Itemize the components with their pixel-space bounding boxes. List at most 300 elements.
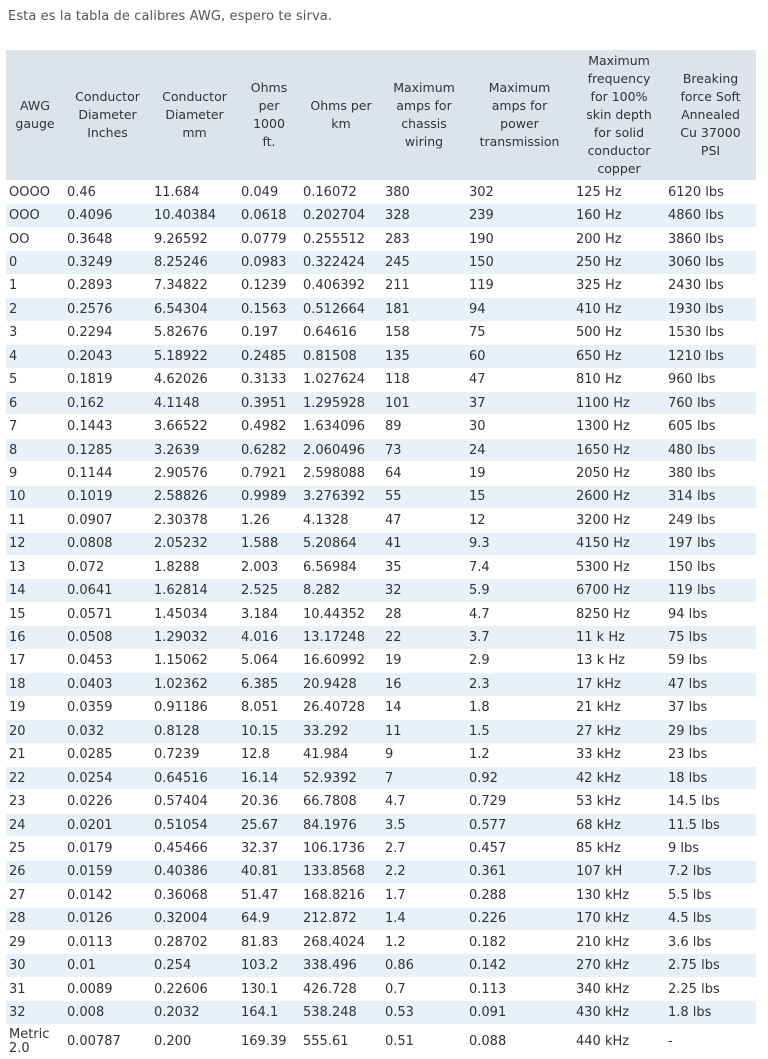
- cell-ohms-per-1000ft: 164.1: [238, 1001, 300, 1024]
- cell-max-amps-power: 60: [466, 345, 573, 368]
- cell-max-frequency: 650 Hz: [573, 345, 665, 368]
- cell-max-frequency: 21 kHz: [573, 696, 665, 719]
- cell-diameter-inches: 0.2893: [64, 274, 151, 297]
- cell-ohms-per-1000ft: 25.67: [238, 813, 300, 836]
- cell-max-frequency: 210 kHz: [573, 931, 665, 954]
- cell-max-amps-power: 0.142: [466, 954, 573, 977]
- cell-ohms-per-1000ft: 6.385: [238, 673, 300, 696]
- cell-max-amps-power: 1.2: [466, 743, 573, 766]
- cell-breaking-force: 249 lbs: [665, 509, 756, 532]
- cell-ohms-per-km: 0.322424: [300, 251, 382, 274]
- cell-max-frequency: 1300 Hz: [573, 415, 665, 438]
- cell-breaking-force: 2.75 lbs: [665, 954, 756, 977]
- cell-awg-gauge: 3: [6, 321, 64, 344]
- cell-ohms-per-km: 0.512664: [300, 298, 382, 321]
- cell-ohms-per-km: 33.292: [300, 720, 382, 743]
- cell-max-amps-power: 119: [466, 274, 573, 297]
- cell-diameter-mm: 5.18922: [151, 345, 238, 368]
- cell-max-amps-power: 1.8: [466, 696, 573, 719]
- cell-max-amps-power: 0.288: [466, 884, 573, 907]
- cell-diameter-mm: 1.45034: [151, 602, 238, 625]
- cell-max-amps-power: 1.5: [466, 720, 573, 743]
- cell-diameter-mm: 8.25246: [151, 251, 238, 274]
- cell-ohms-per-1000ft: 0.9989: [238, 485, 300, 508]
- cell-awg-gauge: 4: [6, 345, 64, 368]
- cell-breaking-force: 760 lbs: [665, 391, 756, 414]
- cell-ohms-per-1000ft: 0.1563: [238, 298, 300, 321]
- cell-breaking-force: 150 lbs: [665, 556, 756, 579]
- cell-ohms-per-1000ft: 32.37: [238, 837, 300, 860]
- cell-diameter-mm: 1.29032: [151, 626, 238, 649]
- cell-diameter-mm: 7.34822: [151, 274, 238, 297]
- cell-diameter-mm: 0.8128: [151, 720, 238, 743]
- table-row: [6, 766, 756, 789]
- cell-ohms-per-1000ft: 2.003: [238, 556, 300, 579]
- cell-diameter-inches: 0.0254: [64, 766, 151, 789]
- cell-diameter-mm: 0.36068: [151, 884, 238, 907]
- table-row: [6, 462, 756, 485]
- cell-max-frequency: 810 Hz: [573, 368, 665, 391]
- cell-diameter-inches: 0.0179: [64, 837, 151, 860]
- cell-ohms-per-km: 0.16072: [300, 181, 382, 204]
- cell-ohms-per-km: 8.282: [300, 579, 382, 602]
- cell-diameter-mm: 0.7239: [151, 743, 238, 766]
- cell-diameter-inches: 0.0201: [64, 813, 151, 836]
- cell-max-amps-power: 0.091: [466, 1001, 573, 1024]
- cell-max-amps-power: 0.088: [466, 1024, 573, 1059]
- cell-diameter-mm: 0.254: [151, 954, 238, 977]
- cell-breaking-force: 75 lbs: [665, 626, 756, 649]
- cell-max-amps-power: 0.113: [466, 977, 573, 1000]
- cell-max-frequency: 440 kHz: [573, 1024, 665, 1059]
- table-row: [6, 673, 756, 696]
- cell-breaking-force: 2430 lbs: [665, 274, 756, 297]
- cell-max-amps-power: 19: [466, 462, 573, 485]
- cell-ohms-per-km: 0.202704: [300, 204, 382, 227]
- cell-max-amps-chassis: 16: [382, 673, 466, 696]
- header-diameter-inches: Conductor Diameter Inches: [64, 50, 151, 181]
- cell-ohms-per-1000ft: 16.14: [238, 766, 300, 789]
- cell-ohms-per-km: 84.1976: [300, 813, 382, 836]
- cell-max-amps-chassis: 1.7: [382, 884, 466, 907]
- cell-ohms-per-km: 1.027624: [300, 368, 382, 391]
- cell-max-frequency: 1100 Hz: [573, 391, 665, 414]
- cell-diameter-inches: 0.0089: [64, 977, 151, 1000]
- cell-ohms-per-km: 426.728: [300, 977, 382, 1000]
- cell-max-amps-chassis: 2.2: [382, 860, 466, 883]
- cell-max-frequency: 53 kHz: [573, 790, 665, 813]
- cell-breaking-force: 197 lbs: [665, 532, 756, 555]
- cell-ohms-per-1000ft: 0.1239: [238, 274, 300, 297]
- table-row: [6, 1001, 756, 1024]
- cell-diameter-inches: 0.0126: [64, 907, 151, 930]
- cell-ohms-per-km: 4.1328: [300, 509, 382, 532]
- cell-max-amps-chassis: 89: [382, 415, 466, 438]
- cell-breaking-force: 18 lbs: [665, 766, 756, 789]
- cell-ohms-per-km: 16.60992: [300, 649, 382, 672]
- cell-diameter-mm: 5.82676: [151, 321, 238, 344]
- cell-diameter-mm: 0.22606: [151, 977, 238, 1000]
- table-row: [6, 813, 756, 836]
- header-ohms-per-1000ft: Ohms per 1000 ft.: [238, 50, 300, 181]
- cell-max-amps-chassis: 4.7: [382, 790, 466, 813]
- cell-diameter-mm: 4.1148: [151, 391, 238, 414]
- cell-diameter-mm: 9.26592: [151, 227, 238, 250]
- cell-max-amps-chassis: 3.5: [382, 813, 466, 836]
- cell-max-amps-chassis: 41: [382, 532, 466, 555]
- table-header: [6, 50, 756, 181]
- cell-diameter-inches: 0.0907: [64, 509, 151, 532]
- cell-ohms-per-1000ft: 2.525: [238, 579, 300, 602]
- cell-max-amps-chassis: 158: [382, 321, 466, 344]
- cell-ohms-per-1000ft: 0.049: [238, 181, 300, 204]
- cell-max-amps-chassis: 22: [382, 626, 466, 649]
- cell-ohms-per-km: 10.44352: [300, 602, 382, 625]
- cell-breaking-force: 14.5 lbs: [665, 790, 756, 813]
- cell-breaking-force: 380 lbs: [665, 462, 756, 485]
- cell-max-frequency: 8250 Hz: [573, 602, 665, 625]
- table-row: [6, 368, 756, 391]
- cell-diameter-inches: 0.0159: [64, 860, 151, 883]
- cell-max-amps-chassis: 0.86: [382, 954, 466, 977]
- cell-awg-gauge: 31: [6, 977, 64, 1000]
- cell-ohms-per-1000ft: 0.6282: [238, 438, 300, 461]
- cell-max-frequency: 68 kHz: [573, 813, 665, 836]
- cell-breaking-force: 11.5 lbs: [665, 813, 756, 836]
- cell-breaking-force: 4.5 lbs: [665, 907, 756, 930]
- cell-max-frequency: 325 Hz: [573, 274, 665, 297]
- cell-diameter-inches: 0.0285: [64, 743, 151, 766]
- cell-diameter-inches: 0.0113: [64, 931, 151, 954]
- table-row: [6, 743, 756, 766]
- cell-max-amps-power: 9.3: [466, 532, 573, 555]
- cell-max-amps-power: 190: [466, 227, 573, 250]
- cell-diameter-inches: 0.0226: [64, 790, 151, 813]
- cell-awg-gauge: 12: [6, 532, 64, 555]
- cell-diameter-inches: 0.008: [64, 1001, 151, 1024]
- table-row: [6, 509, 756, 532]
- header-breaking-force: Breaking force Soft Annealed Cu 37000 PSI: [665, 50, 756, 181]
- cell-breaking-force: 94 lbs: [665, 602, 756, 625]
- cell-ohms-per-1000ft: 0.0983: [238, 251, 300, 274]
- cell-diameter-inches: 0.0142: [64, 884, 151, 907]
- cell-max-amps-power: 0.361: [466, 860, 573, 883]
- table-row: [6, 556, 756, 579]
- header-max-amps-power: Maximum amps for power transmission: [466, 50, 573, 181]
- cell-diameter-mm: 3.2639: [151, 438, 238, 461]
- cell-awg-gauge: 2: [6, 298, 64, 321]
- cell-max-amps-chassis: 328: [382, 204, 466, 227]
- table-row: [6, 391, 756, 414]
- cell-breaking-force: 9 lbs: [665, 837, 756, 860]
- cell-max-amps-chassis: 47: [382, 509, 466, 532]
- cell-breaking-force: 605 lbs: [665, 415, 756, 438]
- table-row: [6, 181, 756, 204]
- cell-diameter-inches: 0.2294: [64, 321, 151, 344]
- cell-ohms-per-1000ft: 130.1: [238, 977, 300, 1000]
- cell-max-frequency: 160 Hz: [573, 204, 665, 227]
- cell-diameter-inches: 0.00787: [64, 1024, 151, 1059]
- cell-max-amps-chassis: 0.7: [382, 977, 466, 1000]
- cell-max-amps-chassis: 1.4: [382, 907, 466, 930]
- cell-diameter-mm: 1.8288: [151, 556, 238, 579]
- cell-ohms-per-km: 2.060496: [300, 438, 382, 461]
- cell-max-frequency: 6700 Hz: [573, 579, 665, 602]
- cell-diameter-mm: 11.684: [151, 181, 238, 204]
- cell-ohms-per-1000ft: 10.15: [238, 720, 300, 743]
- cell-max-frequency: 250 Hz: [573, 251, 665, 274]
- cell-diameter-inches: 0.0571: [64, 602, 151, 625]
- cell-awg-gauge: OOOO: [6, 181, 64, 204]
- cell-awg-gauge: 17: [6, 649, 64, 672]
- cell-max-frequency: 33 kHz: [573, 743, 665, 766]
- cell-ohms-per-1000ft: 64.9: [238, 907, 300, 930]
- cell-ohms-per-1000ft: 5.064: [238, 649, 300, 672]
- cell-ohms-per-km: 0.64616: [300, 321, 382, 344]
- cell-max-amps-power: 12: [466, 509, 573, 532]
- cell-ohms-per-km: 66.7808: [300, 790, 382, 813]
- cell-ohms-per-km: 555.61: [300, 1024, 382, 1059]
- cell-awg-gauge: 29: [6, 931, 64, 954]
- cell-max-amps-chassis: 73: [382, 438, 466, 461]
- cell-max-amps-power: 3.7: [466, 626, 573, 649]
- cell-max-frequency: 1650 Hz: [573, 438, 665, 461]
- cell-diameter-mm: 0.51054: [151, 813, 238, 836]
- cell-ohms-per-1000ft: 1.26: [238, 509, 300, 532]
- cell-max-amps-power: 15: [466, 485, 573, 508]
- cell-ohms-per-1000ft: 12.8: [238, 743, 300, 766]
- cell-diameter-mm: 1.02362: [151, 673, 238, 696]
- cell-diameter-mm: 0.64516: [151, 766, 238, 789]
- cell-diameter-inches: 0.0641: [64, 579, 151, 602]
- cell-breaking-force: 59 lbs: [665, 649, 756, 672]
- cell-breaking-force: 480 lbs: [665, 438, 756, 461]
- cell-ohms-per-km: 168.8216: [300, 884, 382, 907]
- header-max-amps-chassis: Maximum amps for chassis wiring: [382, 50, 466, 181]
- cell-diameter-mm: 2.58826: [151, 485, 238, 508]
- header-diameter-mm: Conductor Diameter mm: [151, 50, 238, 181]
- cell-max-frequency: 130 kHz: [573, 884, 665, 907]
- cell-breaking-force: 37 lbs: [665, 696, 756, 719]
- cell-diameter-inches: 0.2576: [64, 298, 151, 321]
- cell-ohms-per-1000ft: 0.7921: [238, 462, 300, 485]
- table-row: [6, 884, 756, 907]
- cell-ohms-per-km: 538.248: [300, 1001, 382, 1024]
- cell-awg-gauge: 8: [6, 438, 64, 461]
- cell-max-frequency: 270 kHz: [573, 954, 665, 977]
- cell-ohms-per-km: 26.40728: [300, 696, 382, 719]
- cell-ohms-per-km: 52.9392: [300, 766, 382, 789]
- table-row: [6, 204, 756, 227]
- cell-max-frequency: 430 kHz: [573, 1001, 665, 1024]
- intro-text: Esta es la tabla de calibres AWG, espero te sirva.: [8, 9, 333, 24]
- table-row: [6, 274, 756, 297]
- cell-ohms-per-1000ft: 0.3951: [238, 391, 300, 414]
- cell-max-frequency: 410 Hz: [573, 298, 665, 321]
- cell-max-amps-power: 75: [466, 321, 573, 344]
- cell-breaking-force: 7.2 lbs: [665, 860, 756, 883]
- cell-max-frequency: 5300 Hz: [573, 556, 665, 579]
- cell-max-amps-chassis: 32: [382, 579, 466, 602]
- cell-awg-gauge: 18: [6, 673, 64, 696]
- cell-diameter-mm: 0.2032: [151, 1001, 238, 1024]
- cell-max-amps-power: 0.729: [466, 790, 573, 813]
- cell-breaking-force: 1210 lbs: [665, 345, 756, 368]
- cell-ohms-per-km: 268.4024: [300, 931, 382, 954]
- cell-diameter-mm: 0.57404: [151, 790, 238, 813]
- cell-diameter-mm: 6.54304: [151, 298, 238, 321]
- cell-breaking-force: 1.8 lbs: [665, 1001, 756, 1024]
- cell-ohms-per-1000ft: 81.83: [238, 931, 300, 954]
- cell-max-amps-power: 0.457: [466, 837, 573, 860]
- cell-diameter-mm: 3.66522: [151, 415, 238, 438]
- cell-ohms-per-km: 0.255512: [300, 227, 382, 250]
- cell-max-frequency: 2600 Hz: [573, 485, 665, 508]
- table-row: [6, 649, 756, 672]
- cell-diameter-mm: 4.62026: [151, 368, 238, 391]
- cell-awg-gauge: 14: [6, 579, 64, 602]
- cell-diameter-mm: 0.32004: [151, 907, 238, 930]
- cell-diameter-inches: 0.3648: [64, 227, 151, 250]
- cell-awg-gauge: 27: [6, 884, 64, 907]
- cell-breaking-force: 2.25 lbs: [665, 977, 756, 1000]
- table-row: [6, 790, 756, 813]
- cell-max-amps-chassis: 211: [382, 274, 466, 297]
- cell-max-amps-power: 94: [466, 298, 573, 321]
- cell-awg-gauge: 15: [6, 602, 64, 625]
- cell-max-frequency: 17 kHz: [573, 673, 665, 696]
- header-row: [6, 50, 756, 181]
- cell-diameter-mm: 0.40386: [151, 860, 238, 883]
- cell-ohms-per-km: 41.984: [300, 743, 382, 766]
- table-row: [6, 532, 756, 555]
- cell-max-frequency: 340 kHz: [573, 977, 665, 1000]
- cell-diameter-mm: 1.62814: [151, 579, 238, 602]
- cell-breaking-force: 1530 lbs: [665, 321, 756, 344]
- cell-diameter-inches: 0.1285: [64, 438, 151, 461]
- cell-awg-gauge: 32: [6, 1001, 64, 1024]
- cell-ohms-per-1000ft: 1.588: [238, 532, 300, 555]
- cell-awg-gauge: 7: [6, 415, 64, 438]
- cell-max-amps-power: 37: [466, 391, 573, 414]
- cell-max-amps-chassis: 380: [382, 181, 466, 204]
- cell-awg-gauge: 21: [6, 743, 64, 766]
- cell-diameter-inches: 0.2043: [64, 345, 151, 368]
- cell-breaking-force: 47 lbs: [665, 673, 756, 696]
- cell-awg-gauge: 26: [6, 860, 64, 883]
- cell-awg-gauge: 22: [6, 766, 64, 789]
- cell-awg-gauge: 20: [6, 720, 64, 743]
- table-row: [6, 485, 756, 508]
- cell-breaking-force: 4860 lbs: [665, 204, 756, 227]
- cell-ohms-per-1000ft: 3.184: [238, 602, 300, 625]
- cell-max-amps-chassis: 245: [382, 251, 466, 274]
- cell-diameter-inches: 0.01: [64, 954, 151, 977]
- cell-ohms-per-1000ft: 0.0779: [238, 227, 300, 250]
- cell-max-amps-power: 0.226: [466, 907, 573, 930]
- cell-diameter-mm: 0.28702: [151, 931, 238, 954]
- table-row: [6, 720, 756, 743]
- header-max-frequency: Maximum frequency for 100% skin depth for solid conductor copper: [573, 50, 665, 181]
- cell-ohms-per-1000ft: 51.47: [238, 884, 300, 907]
- cell-breaking-force: 23 lbs: [665, 743, 756, 766]
- cell-max-amps-chassis: 118: [382, 368, 466, 391]
- table-row: [6, 1024, 756, 1059]
- cell-diameter-mm: 10.40384: [151, 204, 238, 227]
- cell-max-frequency: 500 Hz: [573, 321, 665, 344]
- cell-breaking-force: 29 lbs: [665, 720, 756, 743]
- cell-max-frequency: 11 k Hz: [573, 626, 665, 649]
- cell-max-frequency: 27 kHz: [573, 720, 665, 743]
- cell-max-amps-chassis: 19: [382, 649, 466, 672]
- cell-ohms-per-km: 133.8568: [300, 860, 382, 883]
- cell-diameter-mm: 2.30378: [151, 509, 238, 532]
- cell-max-amps-chassis: 28: [382, 602, 466, 625]
- cell-diameter-inches: 0.1819: [64, 368, 151, 391]
- cell-awg-gauge: 13: [6, 556, 64, 579]
- cell-max-amps-power: 302: [466, 181, 573, 204]
- cell-diameter-inches: 0.3249: [64, 251, 151, 274]
- cell-awg-gauge: 16: [6, 626, 64, 649]
- awg-table: [6, 50, 756, 1059]
- table-row: [6, 602, 756, 625]
- cell-awg-gauge: 0: [6, 251, 64, 274]
- cell-max-amps-power: 2.3: [466, 673, 573, 696]
- table-row: [6, 860, 756, 883]
- table-row: [6, 579, 756, 602]
- cell-diameter-mm: 2.90576: [151, 462, 238, 485]
- cell-max-frequency: 85 kHz: [573, 837, 665, 860]
- cell-diameter-inches: 0.032: [64, 720, 151, 743]
- cell-ohms-per-1000ft: 0.0618: [238, 204, 300, 227]
- cell-max-amps-power: 2.9: [466, 649, 573, 672]
- cell-max-amps-power: 0.577: [466, 813, 573, 836]
- cell-awg-gauge: 30: [6, 954, 64, 977]
- cell-ohms-per-1000ft: 0.3133: [238, 368, 300, 391]
- cell-diameter-mm: 0.200: [151, 1024, 238, 1059]
- table-row: [6, 696, 756, 719]
- cell-breaking-force: 314 lbs: [665, 485, 756, 508]
- cell-max-frequency: 107 kH: [573, 860, 665, 883]
- header-ohms-per-km: Ohms per km: [300, 50, 382, 181]
- cell-max-frequency: 42 kHz: [573, 766, 665, 789]
- cell-ohms-per-km: 0.81508: [300, 345, 382, 368]
- cell-breaking-force: 3.6 lbs: [665, 931, 756, 954]
- table-row: [6, 298, 756, 321]
- cell-max-amps-chassis: 35: [382, 556, 466, 579]
- cell-awg-gauge: 11: [6, 509, 64, 532]
- cell-ohms-per-km: 0.406392: [300, 274, 382, 297]
- cell-max-amps-chassis: 11: [382, 720, 466, 743]
- cell-ohms-per-km: 1.295928: [300, 391, 382, 414]
- cell-ohms-per-km: 106.1736: [300, 837, 382, 860]
- cell-max-amps-power: 239: [466, 204, 573, 227]
- cell-max-amps-chassis: 2.7: [382, 837, 466, 860]
- cell-ohms-per-1000ft: 0.2485: [238, 345, 300, 368]
- table-row: [6, 251, 756, 274]
- table-row: [6, 438, 756, 461]
- cell-awg-gauge: 1: [6, 274, 64, 297]
- cell-ohms-per-km: 2.598088: [300, 462, 382, 485]
- cell-max-amps-chassis: 101: [382, 391, 466, 414]
- cell-diameter-inches: 0.0508: [64, 626, 151, 649]
- cell-ohms-per-km: 5.20864: [300, 532, 382, 555]
- cell-ohms-per-1000ft: 103.2: [238, 954, 300, 977]
- cell-awg-gauge: 5: [6, 368, 64, 391]
- table-row: [6, 931, 756, 954]
- cell-max-amps-power: 0.182: [466, 931, 573, 954]
- cell-max-amps-power: 47: [466, 368, 573, 391]
